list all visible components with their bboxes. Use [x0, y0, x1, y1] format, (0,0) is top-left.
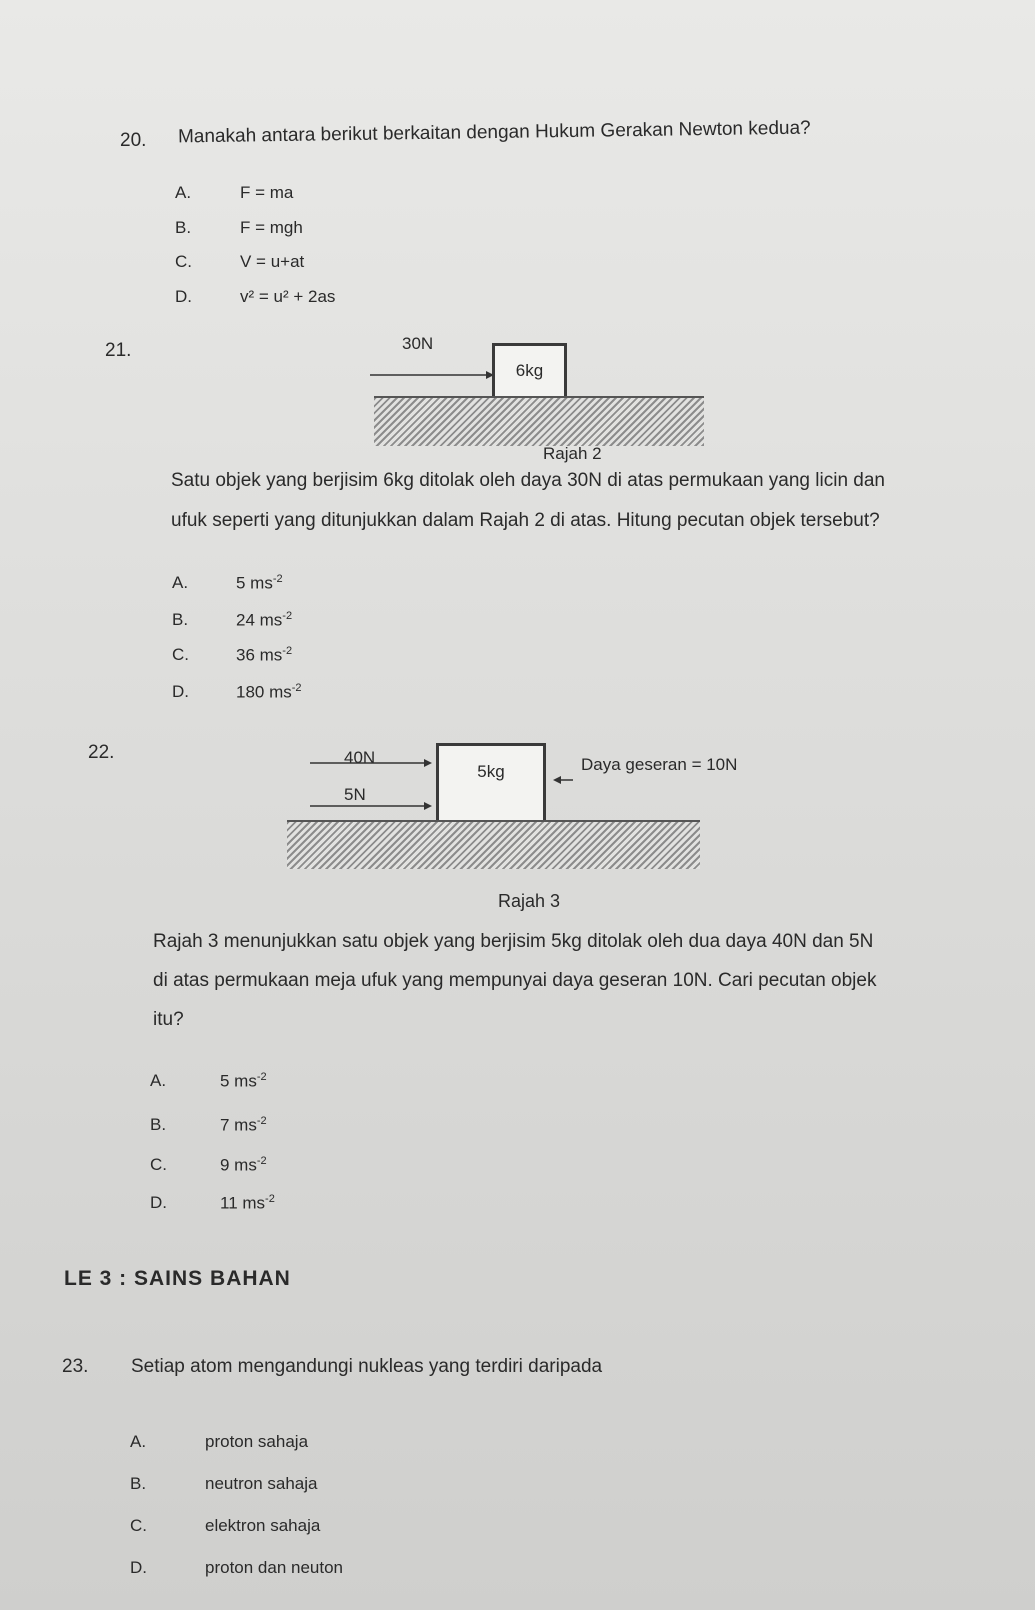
- q20-option-b-value: F = mgh: [240, 218, 303, 237]
- q23-option-d-letter: D.: [130, 1558, 147, 1577]
- mass-5kg-label: 5kg: [477, 762, 505, 781]
- q23-option-c-letter: C.: [130, 1516, 147, 1535]
- q23-option-a-value: proton sahaja: [205, 1432, 309, 1451]
- friction-arrow-icon: [553, 773, 575, 787]
- question-22-text-line-2: di atas permukaan meja ufuk yang mempunyai daya geseran 10N. Cari pecutan objek: [153, 970, 877, 991]
- question-20-text: Manakah antara berikut berkaitan dengan Hukum Gerakan Newton kedua?: [177, 117, 811, 148]
- q22-option-b-letter: B.: [150, 1115, 167, 1134]
- q22-option-a-letter: A.: [150, 1071, 167, 1090]
- q20-option-a-value: F = ma: [240, 183, 294, 202]
- q23-option-c-value: elektron sahaja: [205, 1516, 321, 1535]
- q21-option-c-value: 36 $ms^{-2}$: [236, 645, 293, 665]
- q22-option-d-value: 11 $ms^{-2}$: [220, 1193, 275, 1213]
- q20-option-b-letter: B.: [175, 218, 192, 237]
- friction-force-label: Daya geseran = 10N: [581, 755, 738, 774]
- force-arrow-5n-icon: [310, 799, 434, 813]
- q20-option-a-letter: A.: [175, 183, 192, 202]
- question-22-text-line-1: Rajah 3 menunjukkan satu objek yang berjisim 5kg ditolak oleh dua daya 40N dan 5N: [153, 931, 874, 952]
- question-21-text-line-1: Satu objek yang berjisim 6kg ditolak oleh daya 30N di atas permukaan yang licin dan: [171, 470, 885, 491]
- force-40n-label: 40N: [344, 748, 376, 767]
- force-30n-label: 30N: [402, 334, 434, 353]
- q22-option-a-value: 5 $ms^{-2}$: [220, 1071, 267, 1091]
- smooth-surface: [374, 396, 704, 446]
- question-21-text-line-2: ufuk seperti yang ditunjukkan dalam Rajah 2 di atas. Hitung pecutan objek tersebut?: [171, 510, 880, 531]
- q21-option-a-value: 5 $ms^{-2}$: [236, 573, 283, 593]
- q21-option-c-letter: C.: [172, 645, 189, 664]
- q23-option-b-letter: B.: [130, 1474, 147, 1493]
- q23-option-d-value: proton dan neuton: [205, 1558, 344, 1577]
- question-21-number: 21.: [105, 340, 132, 361]
- mass-6kg-label: 6kg: [515, 361, 544, 380]
- section-title: LE 3 : SAINS BAHAN: [64, 1267, 291, 1290]
- q22-option-c-value: 9 $ms^{-2}$: [220, 1155, 267, 1175]
- q20-option-c-value: V = u+at: [240, 252, 305, 271]
- table-surface: [287, 820, 700, 869]
- question-22-number: 22.: [88, 742, 115, 763]
- q20-option-c-letter: C.: [175, 252, 192, 271]
- mass-5kg-box: [436, 743, 546, 823]
- force-arrow-40n-icon: [310, 756, 434, 770]
- q20-option-d-value: v² = u² + 2as: [240, 287, 336, 306]
- q23-option-b-value: neutron sahaja: [205, 1474, 318, 1493]
- force-arrow-30n-icon: [370, 368, 495, 382]
- question-23-number: 23.: [62, 1356, 89, 1377]
- question-23-text: Setiap atom mengandungi nukleas yang terdiri daripada: [131, 1356, 603, 1377]
- q21-option-d-letter: D.: [172, 682, 189, 701]
- q21-option-b-value: 24 $ms^{-2}$: [236, 610, 293, 630]
- question-20-number: 20.: [120, 130, 147, 151]
- rajah-2-caption: Rajah 2: [543, 444, 602, 463]
- q22-option-b-value: 7 $ms^{-2}$: [220, 1115, 267, 1135]
- q22-option-d-letter: D.: [150, 1193, 167, 1212]
- rajah-3-caption: Rajah 3: [498, 891, 561, 911]
- q22-option-c-letter: C.: [150, 1155, 167, 1174]
- force-5n-label: 5N: [344, 785, 366, 804]
- q21-option-d-value: 180 $ms^{-2}$: [236, 682, 302, 702]
- mass-6kg-box: [492, 343, 567, 399]
- question-22-text-line-3: itu?: [153, 1009, 184, 1030]
- q20-option-d-letter: D.: [175, 287, 192, 306]
- q21-option-a-letter: A.: [172, 573, 189, 592]
- q21-option-b-letter: B.: [172, 610, 189, 629]
- q23-option-a-letter: A.: [130, 1432, 147, 1451]
